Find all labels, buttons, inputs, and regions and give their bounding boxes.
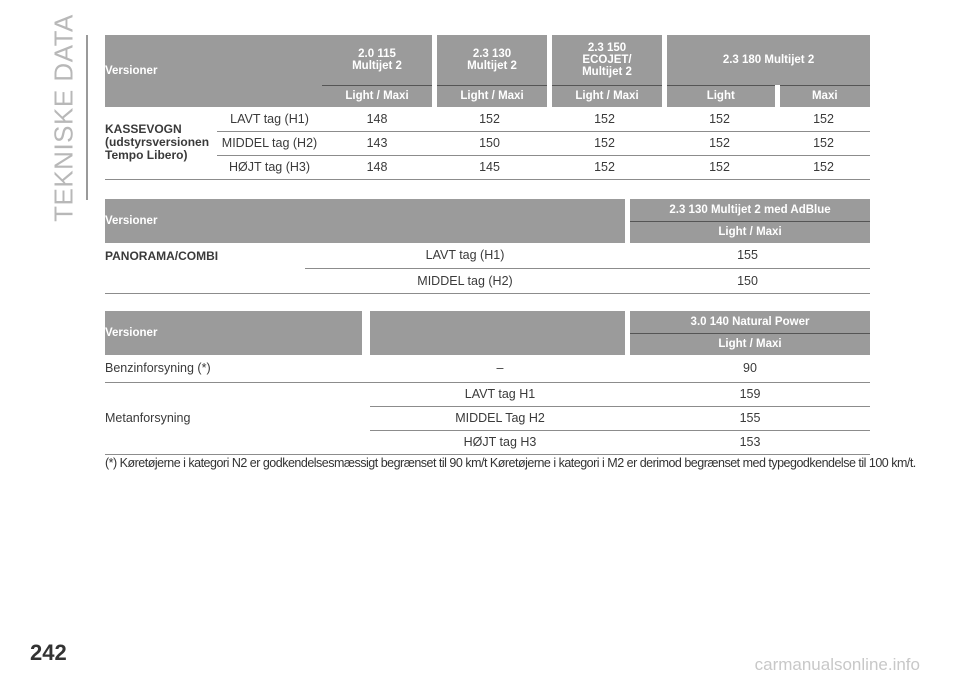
value-cell: 152 <box>662 131 777 155</box>
subheader-cell: Light / Maxi <box>552 85 662 107</box>
value-cell: 143 <box>322 131 432 155</box>
value-cell: 152 <box>432 107 547 131</box>
versions-header <box>105 311 362 355</box>
row-label: MIDDEL Tag H2 <box>370 406 630 430</box>
engine-header-2: 2.3 130 Multijet 2 <box>437 35 547 85</box>
value-cell: 150 <box>625 268 870 293</box>
section-divider <box>86 35 88 200</box>
panorama-combi-speed-table <box>105 199 870 294</box>
row-label: HØJT tag H3 <box>370 430 630 454</box>
value-cell: 152 <box>547 155 662 179</box>
subheader-cell: Light / Maxi <box>630 221 870 243</box>
row-label: MIDDEL tag (H2) <box>217 131 322 155</box>
value-cell: 90 <box>630 355 870 382</box>
versions-label: Versioner <box>105 214 158 227</box>
value-cell: 152 <box>662 155 777 179</box>
value-cell: 152 <box>662 107 777 131</box>
row-label: LAVT tag (H1) <box>217 107 322 131</box>
engine-header: 3.0 140 Natural Power <box>630 311 870 333</box>
empty-cell <box>362 430 370 454</box>
column-gap <box>362 311 370 355</box>
methane-label: Metanforsyning <box>105 382 362 454</box>
value-cell: 152 <box>777 131 870 155</box>
engine-header: 2.3 130 Multijet 2 med AdBlue <box>630 199 870 221</box>
watermark: carmanualsonline.info <box>754 655 920 674</box>
versions-header <box>105 199 625 243</box>
value-cell: 148 <box>322 107 432 131</box>
row-label: LAVT tag (H1) <box>305 243 625 268</box>
value-cell: 152 <box>547 131 662 155</box>
engine-header-3: 2.3 150 ECOJET/ Multijet 2 <box>552 35 662 85</box>
row-label: LAVT tag H1 <box>370 382 630 406</box>
empty-header <box>370 311 625 355</box>
subheader-cell: Light / Maxi <box>437 85 547 107</box>
row-label: MIDDEL tag (H2) <box>305 268 625 293</box>
engine-header-4: 2.3 180 Multijet 2 <box>667 35 870 85</box>
subheader-cell: Light / Maxi <box>630 333 870 355</box>
value-cell: 145 <box>432 155 547 179</box>
value-cell: 152 <box>547 107 662 131</box>
row-label: HØJT tag (H3) <box>217 155 322 179</box>
empty-cell <box>362 406 370 430</box>
petrol-label: Benzinforsyning (*) <box>105 355 362 382</box>
value-cell: 152 <box>777 155 870 179</box>
value-cell: 150 <box>432 131 547 155</box>
kassevogn-speed-table <box>105 35 870 180</box>
value-cell: 159 <box>630 382 870 406</box>
empty-cell <box>362 355 370 382</box>
section-side-label <box>44 14 84 222</box>
versions-label: Versioner <box>105 64 158 77</box>
value-cell: 155 <box>630 406 870 430</box>
section-title: TEKNISKE DATA <box>48 14 79 222</box>
empty-cell <box>105 268 305 293</box>
group-label: KASSEVOGN (udstyrsversionen Tempo Libero) <box>105 107 217 179</box>
subheader-cell: Light <box>667 85 777 107</box>
value-cell: – <box>370 355 630 382</box>
subheader-cell: Maxi <box>777 85 870 107</box>
subheader-cell: Light / Maxi <box>322 85 432 107</box>
value-cell: 155 <box>625 243 870 268</box>
value-cell: 152 <box>777 107 870 131</box>
engine-header-1: 2.0 115 Multijet 2 <box>322 35 432 85</box>
versions-header <box>105 35 322 107</box>
footnote: (*) Køretøjerne i kategori N2 er godkendelsesmæssigt begrænset til 90 km/t Køretøjerne i kategori i M2 er derimod begrænset med typegodkendelse til 100 km/t. <box>105 456 916 470</box>
group-label: PANORAMA/COMBI <box>105 248 219 263</box>
natural-power-speed-table <box>105 311 870 455</box>
versions-label: Versioner <box>105 326 158 339</box>
value-cell: 148 <box>322 155 432 179</box>
page-number: 242 <box>30 640 67 665</box>
empty-cell <box>362 382 370 406</box>
value-cell: 153 <box>630 430 870 454</box>
